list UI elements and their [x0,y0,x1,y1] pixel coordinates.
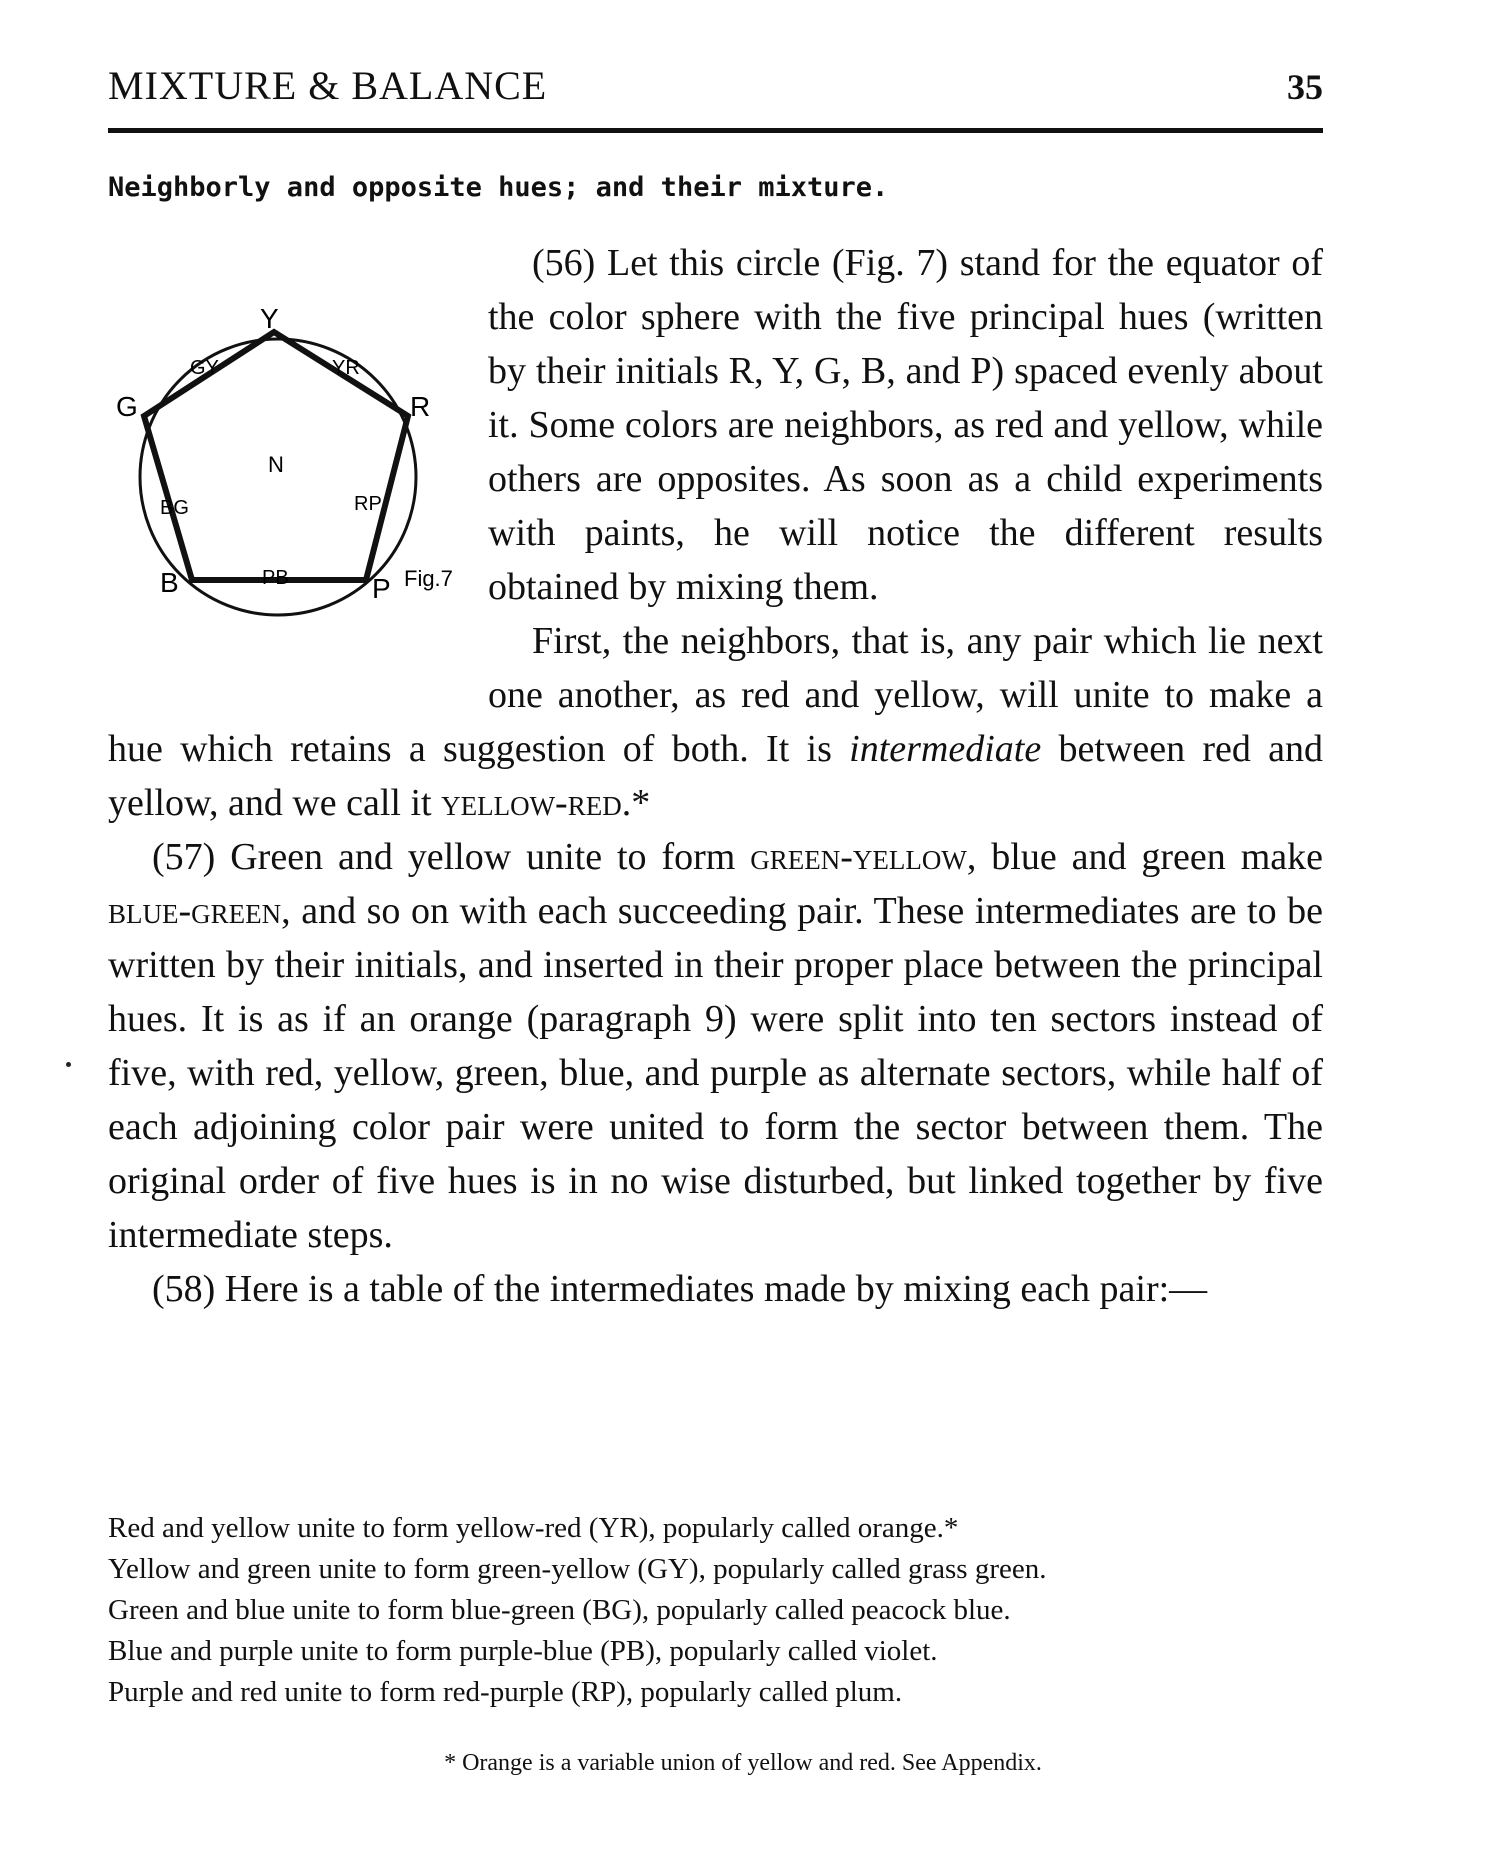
p57-smallcaps-1: green-yellow [750,836,967,878]
p56b-emphasis: intermediate [849,728,1042,770]
mixture-row: Red and yellow unite to form yellow-red (YR), popularly called orange.* [108,1512,959,1544]
paragraph-56-text: (56) Let this circle (Fig. 7) stand for the equator of the color sphere with the five principal hues (written by their initials R, Y, G, B, and P) spaced evenly about it. Some colors are neighbors, as red and yellow, while others are opposites. As soon as a child experiments with paints, he will notice the different results obtained by mixing them. [488,242,1323,608]
label-g: G [116,391,138,422]
p56b-text-c: .* [621,782,651,824]
p57-smallcaps-2: blue-green [108,890,282,932]
page-number: 35 [1287,67,1323,107]
paragraph-56-intro [108,236,1323,614]
p57-text-a: (57) Green and yellow unite to form [152,836,751,878]
p56b-smallcaps: yellow-red [441,782,622,824]
mixture-table [108,1508,1323,1713]
label-p: P [372,573,391,604]
section-heading: Neighborly and opposite hues; and their mixture. [108,172,889,203]
header-rule [108,128,1323,133]
label-yr: YR [332,357,360,379]
paragraph-57 [108,830,1323,1262]
label-bg: BG [160,497,189,519]
p56b-text-b: between red and yellow, and we call it [108,728,1323,824]
mixture-row: Green and blue unite to form blue-green (BG), popularly called peacock blue. [108,1594,1011,1626]
label-rp: RP [354,493,382,515]
figure-7 [108,236,478,676]
label-gy: GY [190,357,219,379]
p57-text-c: , and so on with each succeeding pair. These intermediates are to be written by their initials, and inserted in their proper place between the principal hues. It is as if an orange (paragraph 9) were split into ten sectors instead of five, with red, yellow, green, blue, and purple as alternate sectors, while half of each adjoining color pair were united to form the sector between them. The original order of five hues is in no wise disturbed, but linked together by five intermediate steps. [108,890,1323,1256]
hue-circle-diagram [104,292,484,652]
p56b-text-a: First, the neighbors, that is, any pair which lie next one another, as red and yellow, will unite to make a hue which retains a suggestion of both. It is [108,620,1323,770]
page-header [108,62,1323,109]
figure-caption: Fig.7 [404,566,453,591]
label-pb: PB [262,567,289,589]
mixture-row: Blue and purple unite to form purple-blue (PB), popularly called violet. [108,1635,938,1667]
footnote: * Orange is a variable union of yellow and red. See Appendix. [444,1750,1042,1776]
label-n: N [268,452,284,477]
mixture-row: Yellow and green unite to form green-yellow (GY), popularly called grass green. [108,1553,1047,1585]
label-r: R [410,391,431,422]
running-title: MIXTURE & BALANCE [108,63,548,108]
margin-dot [66,1062,71,1067]
label-b: B [160,567,179,598]
p57-text-b: , blue and green make [966,836,1323,878]
label-y: Y [260,303,279,334]
body-text [108,236,1323,1316]
mixture-row: Purple and red unite to form red-purple (RP), popularly called plum. [108,1676,903,1708]
paragraph-58: (58) Here is a table of the intermediates made by mixing each pair:— [152,1268,1208,1310]
